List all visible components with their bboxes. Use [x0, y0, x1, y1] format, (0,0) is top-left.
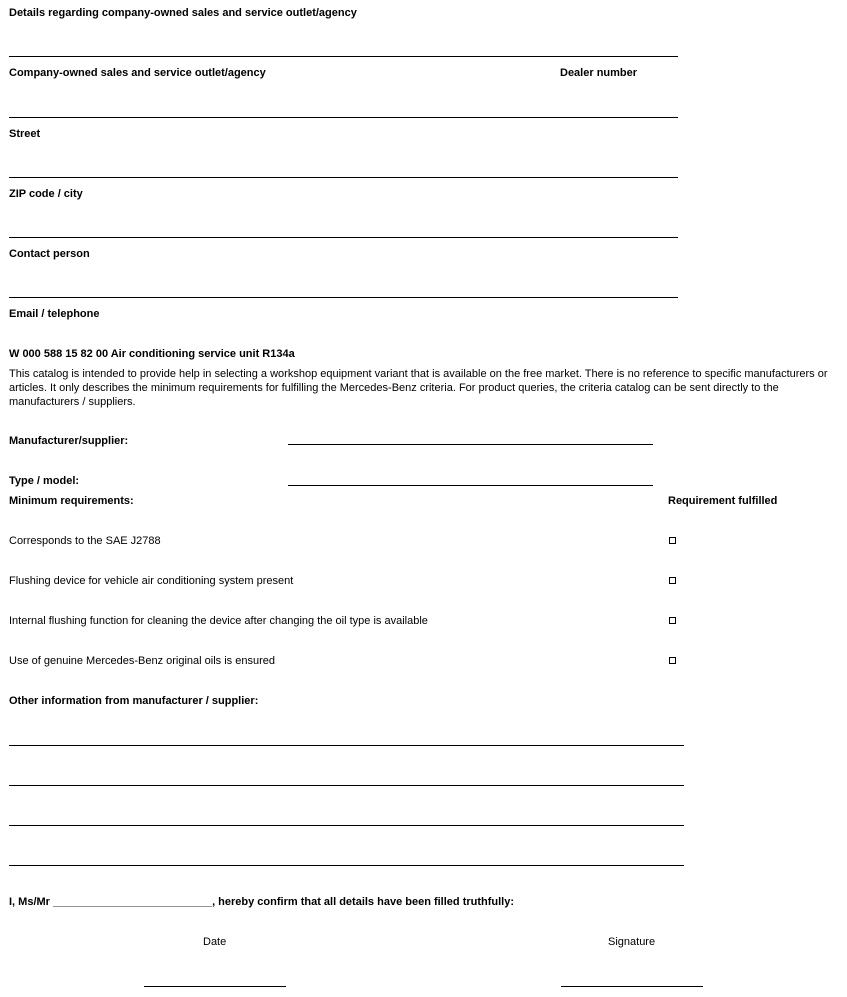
signature-line[interactable] [561, 986, 703, 987]
form-title: Details regarding company-owned sales and service outlet/agency [9, 7, 357, 19]
requirement-item: Flushing device for vehicle air conditioning system present [9, 575, 294, 587]
confirmation-statement: I, Ms/Mr __________________________, hereby confirm that all details have been filled truthfully: [9, 896, 515, 908]
requirement-checkbox[interactable] [669, 657, 676, 664]
manufacturer-label: Manufacturer/supplier: [9, 435, 129, 447]
requirement-checkbox[interactable] [669, 617, 676, 624]
signature-label: Signature [608, 936, 656, 948]
date-line[interactable] [144, 986, 286, 987]
street-label: Street [9, 128, 41, 140]
other-info-label: Other information from manufacturer / supplier: [9, 695, 259, 707]
requirement-item: Internal flushing function for cleaning the device after changing the oil type is available [9, 615, 428, 627]
type-line[interactable] [288, 485, 653, 486]
street-line[interactable] [9, 117, 678, 118]
outlet-label: Company-owned sales and service outlet/agency [9, 67, 266, 79]
contact-label: Contact person [9, 248, 90, 260]
requirement-item: Corresponds to the SAE J2788 [9, 535, 161, 547]
requirement-checkbox[interactable] [669, 577, 676, 584]
product-description: This catalog is intended to provide help in selecting a workshop equipment variant that is available on the free market. There is no reference to specific manufacturers or articles. It only describes the minimum requirements for fulfilling the Mercedes-Benz criteria. For product queries, the criteria catalog can be sent directly to the manufacturers / suppliers. [9, 368, 828, 408]
requirement-checkbox[interactable] [669, 537, 676, 544]
requirement-fulfilled-heading: Requirement fulfilled [668, 495, 778, 507]
type-label: Type / model: [9, 475, 80, 487]
requirement-item: Use of genuine Mercedes-Benz original oils is ensured [9, 655, 275, 667]
outlet-line[interactable] [9, 56, 678, 57]
date-label: Date [203, 936, 227, 948]
other-info-line[interactable] [9, 745, 684, 746]
contact-line[interactable] [9, 237, 678, 238]
other-info-line[interactable] [9, 865, 684, 866]
other-info-line[interactable] [9, 825, 684, 826]
other-info-line[interactable] [9, 785, 684, 786]
dealer-number-label: Dealer number [560, 67, 638, 79]
zip-city-label: ZIP code / city [9, 188, 83, 200]
zip-city-line[interactable] [9, 177, 678, 178]
manufacturer-line[interactable] [288, 444, 653, 445]
requirements-heading: Minimum requirements: [9, 495, 134, 507]
email-label: Email / telephone [9, 308, 100, 320]
email-line[interactable] [9, 297, 678, 298]
product-title: W 000 588 15 82 00 Air conditioning service unit R134a [9, 348, 295, 360]
